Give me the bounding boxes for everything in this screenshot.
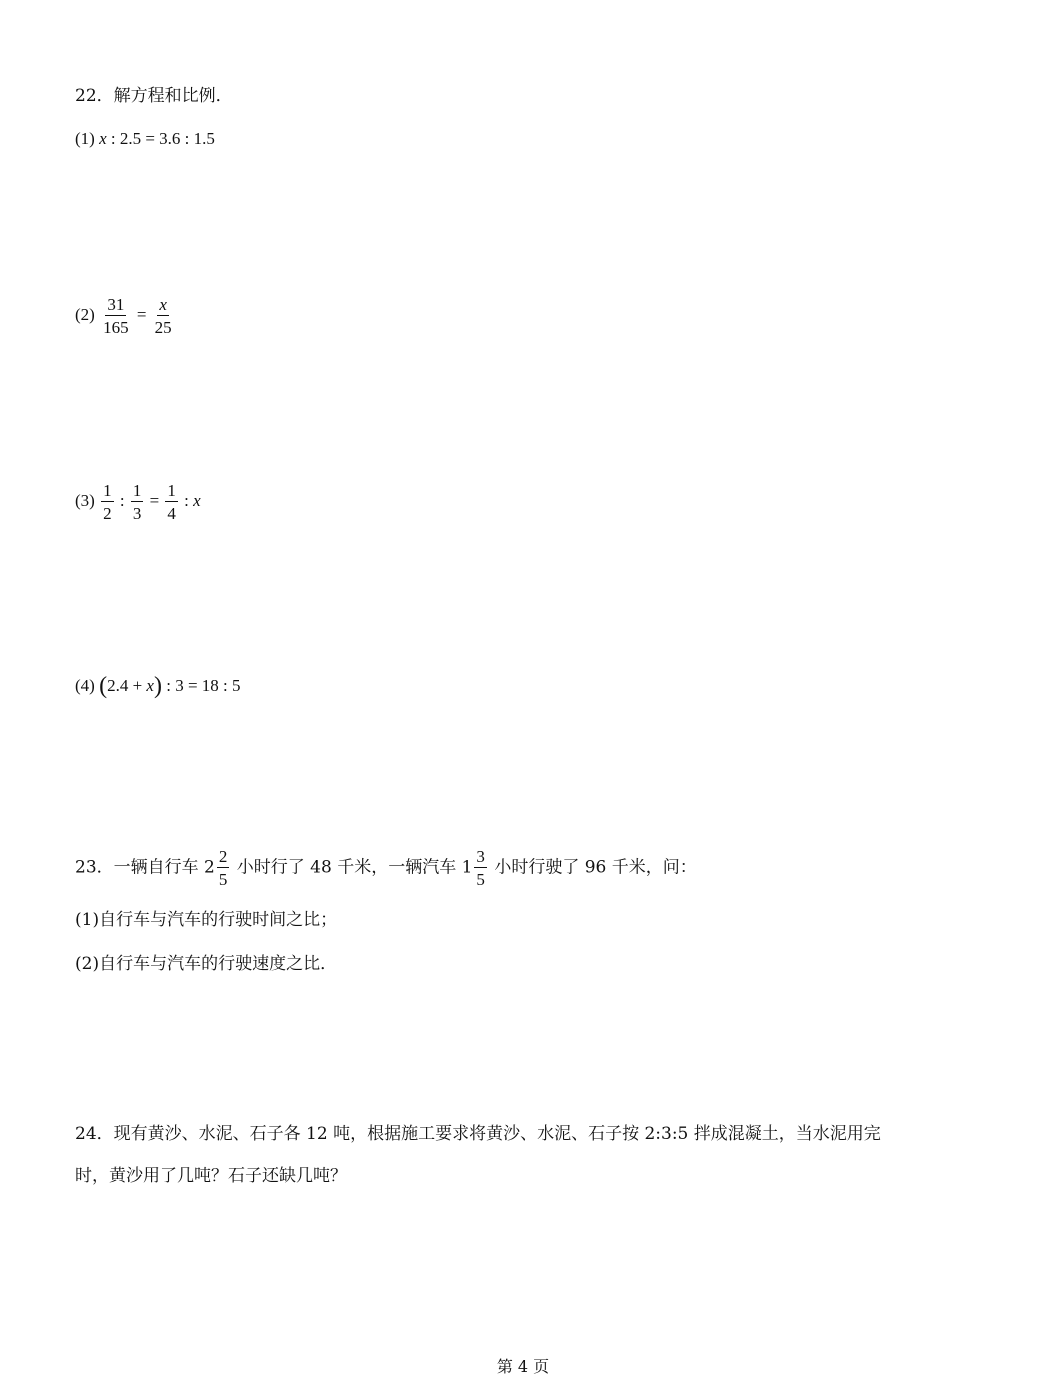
part-label: (1) xyxy=(75,129,95,148)
fraction xyxy=(165,482,178,522)
equation-rest: : 2.5 = 3.6 : 1.5 xyxy=(110,129,215,148)
equation-rest: : 3 = 18 : 5 xyxy=(166,676,241,695)
variable-x: x xyxy=(99,129,107,148)
denominator: 4 xyxy=(167,504,176,523)
denominator: 2 xyxy=(103,504,112,523)
equals-sign: = xyxy=(136,304,147,324)
denominator: 25 xyxy=(154,318,172,337)
question-22-part-3 xyxy=(75,482,201,522)
fraction xyxy=(153,296,174,336)
numerator: 2 xyxy=(218,847,228,866)
question-24-line-1: 24．现有黄沙、水泥、石子各 12 吨，根据施工要求将黄沙、水泥、石子按 2:3:5 拌成混凝土，当水泥用完 xyxy=(75,1124,881,1144)
mixed-fraction xyxy=(474,848,487,888)
part-label: (2) xyxy=(75,304,95,324)
fraction xyxy=(101,296,131,336)
question-22-part-4 xyxy=(75,674,241,698)
colon: : xyxy=(184,490,194,510)
close-paren: ) xyxy=(153,673,162,699)
numerator: 3 xyxy=(476,847,485,866)
numerator: 1 xyxy=(132,481,142,500)
denominator: 165 xyxy=(103,318,129,337)
denominator: 5 xyxy=(218,870,228,889)
fraction xyxy=(131,482,144,522)
question-22-part-2 xyxy=(75,296,176,336)
part-label: (4) xyxy=(75,676,95,695)
question-22-part-1 xyxy=(75,130,215,147)
numerator: x xyxy=(159,295,167,314)
question-23-part-1: (1)自行车与汽车的行驶时间之比； xyxy=(75,910,338,930)
denominator: 3 xyxy=(132,504,142,523)
fraction xyxy=(101,482,114,522)
open-paren: ( xyxy=(99,673,108,699)
numerator: 1 xyxy=(103,481,112,500)
page-number: 第 4 页 xyxy=(496,1357,550,1376)
mixed-fraction xyxy=(217,848,230,888)
sum-term: 2.4 + xyxy=(107,676,147,695)
variable-x: x xyxy=(146,676,154,695)
question-24-line-2: 时，黄沙用了几吨？石子还缺几吨？ xyxy=(75,1166,347,1186)
variable-x: x xyxy=(193,490,201,510)
question-22-title: 22．解方程和比例． xyxy=(75,86,233,106)
question-23-stem: 23．一辆自行车 2 $\frac{2}{5}$ 小时行了 48 千米，一辆汽车 1 $\frac{3}{5}$ 小时行驶了 96 千米，问： xyxy=(75,847,697,889)
question-23-part-2: (2)自行车与汽车的行驶速度之比． xyxy=(75,954,338,974)
equals-sign: = xyxy=(149,490,160,510)
numerator: 1 xyxy=(167,481,176,500)
denominator: 5 xyxy=(476,870,485,889)
numerator: 31 xyxy=(107,295,125,314)
colon: : xyxy=(119,490,125,510)
part-label: (3) xyxy=(75,490,95,510)
